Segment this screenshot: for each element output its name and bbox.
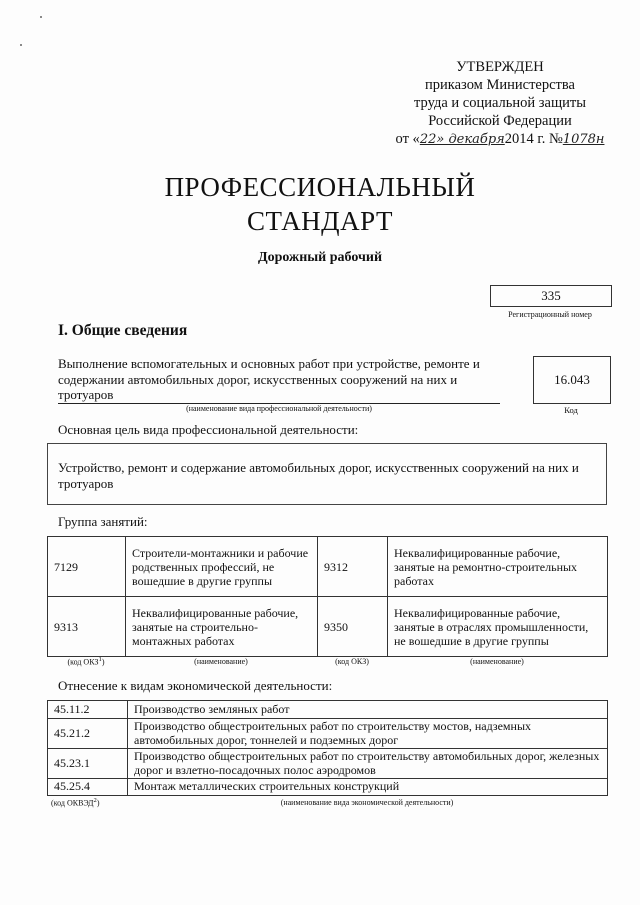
okved-name-caption: (наименование вида экономической деятельности) [280, 797, 454, 807]
approval-line: Российской Федерации [428, 113, 572, 129]
okved-table-captions [47, 797, 607, 808]
date-year: 2014 г. № [504, 131, 563, 147]
table-row [48, 537, 608, 597]
table-row [48, 701, 608, 719]
okz-name: Строители-монтажники и рабочие родственных профессий, не вошедшие в другие группы [126, 537, 318, 597]
section-heading: I. Общие сведения [58, 322, 188, 339]
document-title [100, 170, 540, 238]
okz-name: Неквалифицированные рабочие, занятые в отраслях промышленности, не вошедшие в другие группы [388, 597, 608, 657]
occupation-table-captions [47, 656, 607, 667]
approval-title: УТВЕРЖДЕН [456, 59, 544, 75]
registration-number-label: Регистрационный номер [508, 310, 592, 319]
standard-name: Дорожный рабочий [257, 250, 383, 265]
okved-name: Производство общестроительных работ по строительству мостов, надземных автомобильных дорог, тоннелей и подземных дорог [128, 719, 608, 749]
okved-label: Отнесение к видам экономической деятельности: [58, 678, 333, 693]
date-prefix: от « [395, 131, 420, 147]
approval-line: приказом Министерства [425, 77, 575, 93]
okved-code: 45.11.2 [48, 701, 128, 719]
registration-number-box: 335 [490, 285, 612, 307]
scan-dot [40, 16, 42, 18]
okved-code: 45.21.2 [48, 719, 128, 749]
title-line: СТАНДАРТ [247, 206, 393, 236]
okved-table [47, 700, 608, 796]
okz-code: 7129 [48, 537, 126, 597]
goal-label: Основная цель вида профессиональной деятельности: [58, 422, 359, 437]
table-row [48, 749, 608, 779]
okved-code: 45.23.1 [48, 749, 128, 779]
handwritten-number: 1078н [562, 132, 605, 147]
approval-line: труда и социальной защиты [414, 95, 586, 111]
occupation-table [47, 536, 608, 657]
approval-date-line [380, 130, 620, 149]
okz-code-caption: (код ОКЗ) [335, 656, 369, 666]
okved-code: 45.25.4 [48, 779, 128, 796]
table-row [48, 719, 608, 749]
okz-code-caption: (код ОКЗ$^1$) [67, 656, 105, 667]
activity-caption: (наименование вида профессиональной деятельности) [186, 404, 372, 413]
okz-name-caption: (наименование) [470, 656, 524, 666]
okz-name: Неквалифицированные рабочие, занятые на строительно-монтажных работах [126, 597, 318, 657]
activity-code-caption: Код [564, 405, 578, 415]
okved-name: Производство земляных работ [128, 701, 608, 719]
okved-code-caption: (код ОКВЭД$^2$) [51, 797, 100, 808]
title-line: ПРОФЕССИОНАЛЬНЫЙ [164, 172, 476, 202]
okz-code: 9312 [318, 537, 388, 597]
scan-dot [20, 44, 22, 46]
okz-name: Неквалифицированные рабочие, занятые на ремонтно-строительных работах [388, 537, 608, 597]
occupation-group-label: Группа занятий: [58, 514, 148, 529]
approval-block [380, 58, 620, 149]
handwritten-date: 22» декабря [419, 132, 505, 147]
table-row [48, 779, 608, 796]
okz-name-caption: (наименование) [194, 656, 248, 666]
activity-code-box: 16.043 [533, 356, 611, 404]
goal-text: Устройство, ремонт и содержание автомобильных дорог, искусственных сооружений на них и тротуаров [58, 460, 579, 491]
table-row [48, 597, 608, 657]
okz-code: 9350 [318, 597, 388, 657]
okved-name: Монтаж металлических строительных конструкций [128, 779, 608, 796]
okz-code: 9313 [48, 597, 126, 657]
activity-name: Выполнение вспомогательных и основных работ при устройстве, ремонте и содержании автомобильных дорог, искусственных сооружений на них и тротуаров [58, 356, 480, 402]
okved-name: Производство общестроительных работ по строительству автомобильных дорог, железных дорог и взлетно-посадочных полос аэродромов [128, 749, 608, 779]
